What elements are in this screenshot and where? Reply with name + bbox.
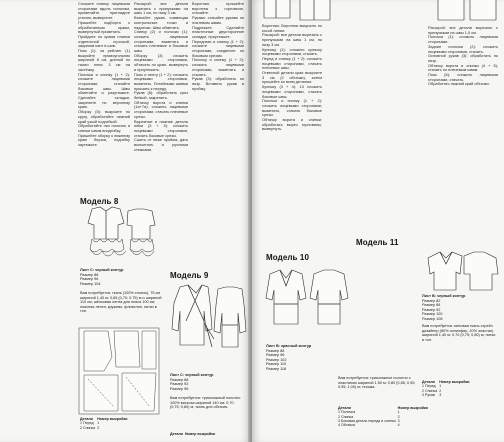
instruction-paragraph: Обтачку ворота и спинки (4 + 5): стачать по плечевым швам.: [428, 62, 498, 73]
instruction-paragraph: Обработайте низ полочек и спинки швом вподгибку.: [78, 123, 130, 133]
instruction-paragraph: Рукав (6): обработать срез бейкой, закрепить.: [134, 90, 188, 101]
left-magazine-page: [0, 0, 250, 442]
size-option: Размер 92: [422, 307, 441, 312]
fabric-sheet-label: Лист В: черный контур: [422, 294, 466, 298]
model-9-title: Модель 9: [170, 271, 209, 280]
instruction-paragraph: Сшить от ниже пройма, дать выполнять и ручными стежками.: [134, 137, 188, 152]
instruction-paragraph: Отвесной детали края выкроите 3 см (2 обтачки), затем пришейте ко всем деталям.: [262, 70, 322, 85]
fabric-sheet-label: Лист В: красный контур: [266, 344, 312, 348]
instruction-paragraph: Пришейте подборта к обработанным краям, вывернутый приметать.: [78, 19, 130, 35]
instruction-paragraph: Расскрой: все детали вырезать с припусками на швы 1 см, по низу 3 см.: [262, 32, 322, 47]
instruction-paragraph: Вырезные и нижние детали юбки (3 + 4): сложить лицевыми сторонами, стачать боковые срезы.: [134, 118, 188, 138]
model-10-sizes: [266, 344, 336, 372]
instruction-paragraph: Пояс (6): сложить лицевыми сторонами, стачать.: [428, 72, 498, 82]
model-10-title: Модель 10: [266, 253, 309, 262]
model-11-requirements: Вам потребуется: меховая ткань-стрейч дизайнер (80% полиэфир, 20% эластан) шириной 1,40 м: 0,70 (0,75; 0,80) м; нитки в тон.: [422, 324, 496, 342]
model-8-details-table: [80, 417, 129, 430]
instruction-paragraph: Оборку (3) сложить лицевыми сторонами, обтачать по краю, вывернуть и приутюжить.: [134, 52, 188, 72]
left-column-3-instructions: [192, 2, 244, 132]
details-header-parts: Детали: [338, 406, 351, 410]
model-garment-sketch-top: [260, 0, 336, 22]
model-9-requirements: Вам потребуется: трикотажный полотно 100% вискоза шириной 140 см: 0,70 (0,75; 0,80) м; ткань для обтачек.: [170, 396, 241, 410]
detail-name: 1 Перед: [422, 384, 436, 389]
detail-name: 3 Рукав: [422, 392, 435, 397]
details-header-number: Номер выкройки: [439, 380, 470, 384]
size-option: Размер 118: [266, 366, 287, 371]
size-option: Размер 96: [80, 277, 99, 282]
instruction-paragraph: Обтачку ворота и спинки: обработать вырез горловины, вывернуть.: [262, 117, 322, 132]
model-9-details-table: [170, 432, 217, 436]
detail-name: 2 Спинка: [80, 425, 96, 430]
instruction-paragraph: Полочки и спинку (1 + 2): сложить лицевыми сторонами, выметать, стачать боковые срезы.: [262, 98, 322, 118]
instruction-paragraph: Пояс (1): за рейтинг (1) выкройте прямоугольник шириной 8 см, длиной по талии плюс 3 см на застёжку.: [78, 48, 130, 72]
model-9-wrap-top-sketch: [166, 281, 248, 371]
instruction-paragraph: Рукава: стачайте рукава по локтевым швам.: [192, 15, 244, 25]
instruction-paragraph: Полочки (1): сложить лицевыми сторонами.: [428, 34, 498, 45]
instruction-paragraph: Перед и спинку (1 + 2): сложить лицевыми сторонами, стачать плечевые швы.: [262, 55, 322, 71]
model-8-title: Модель 8: [80, 197, 119, 206]
size-option: Размер 96: [266, 353, 285, 358]
instruction-paragraph: Втачайте рукав, совмещая контрольные точки и надсечки. Швы обметать.: [134, 15, 188, 30]
model-8-blouse-sketch: [78, 205, 158, 267]
instruction-paragraph: Обтачку ворота и спинки (1a+7a): сложить лицевыми сторонами, стачать плечевые срезы.: [134, 99, 188, 119]
instruction-paragraph: Кулиску (1): сложить кулиску лицевыми сторонами, стачать.: [262, 46, 322, 57]
instruction-paragraph: Переднюю и спинку (1 + 2): сложите лицевыми сторонами, соедините по боковым срезам.: [192, 38, 244, 58]
right-column-3-instructions-body: [428, 26, 498, 236]
instruction-paragraph: Оборку (5): выкроите по кругу, обработайте нижний край узкой подгибкой.: [78, 109, 130, 124]
details-header-number: Номер выкройки: [397, 406, 428, 410]
model-10-requirements: Вам потребуется: трикотажное полотно с эластаном шириной 1,50 м: 0,80 (0,85; 0,90; 0,95; 1,00) м; тесьма.: [338, 376, 416, 390]
instruction-paragraph: Подрежьте. Сделайте пластичные двусторонние складки, приутюжьте.: [192, 24, 244, 39]
model-8-requirements: Вам потребуется: ткань (100% хлопок), 75 см шириной 1,40 м; 0,65 (0,70; 0,75) м и шириной 110 см; шёлковая лента для пояса 100 см; поясная лента; кружево, флизелин, нитки в тон.: [80, 291, 162, 314]
instruction-paragraph: Пришейте оборку к нижнему краю блузки, подгибку заутюжьте.: [78, 132, 130, 148]
instruction-paragraph: Спинку (2) и полочки (1): сложить лицевыми сторонами, выметать и стачать плечевые и боковые швы.: [134, 29, 188, 54]
size-option: Размер 88: [266, 348, 285, 353]
instruction-paragraph: Полочки и спинку (1 + 2): сложите лицевыми сторонами, стачайте боковые швы. Швы обметайте и разутюжьте. Сделайте складки, закрепите по верхнему краю.: [78, 71, 130, 110]
instruction-paragraph: Кулиску (3 + 4): 13 сложить лицевыми сторонами, стачать боковые швы.: [262, 84, 322, 99]
detail-number: 3: [397, 418, 400, 423]
left-column-1-instructions: [78, 2, 130, 192]
size-option: Размер 82: [422, 298, 441, 303]
model-11-sizes: [422, 294, 498, 322]
size-option: Размер 88: [80, 272, 99, 277]
detail-number: 4: [397, 423, 400, 428]
model-garment-sketch-top-right: [434, 0, 500, 24]
model-10-details-table: [338, 406, 430, 427]
details-header-parts: Детали: [422, 380, 435, 384]
right-column-2-instructions: [350, 0, 402, 10]
fabric-sheet-label: Лист С: черный контур: [80, 268, 124, 272]
size-option: Размер 88: [422, 303, 441, 308]
details-header-number: Номер выкройки: [97, 417, 128, 421]
instruction-paragraph: Воротник: Воротник выкроить по косой линии.: [262, 24, 322, 33]
right-column-1-instructions: [262, 24, 322, 246]
detail-name: 4 Обтачка: [338, 423, 355, 428]
instruction-paragraph: Расскрой: все детали вырезать с припусками на швы 1,5 см.: [428, 26, 498, 35]
detail-name: 2 Спинка: [338, 414, 354, 419]
size-option: Размер 92: [170, 382, 189, 387]
model-11-details-table: [422, 380, 471, 397]
detail-number: 1: [439, 384, 442, 389]
instruction-paragraph: Воротник: пришейте воротник к горловине, стачайте.: [192, 2, 244, 16]
right-magazine-page: Воротник: Воротник выкроить по косой линии. Расскрой: все детали вырезать с припусками на швы 1 см, по низу 3 см. Кулиску (1): сложить кулиску лицевыми сторонами, стачать. Перед и спинку (1 + 2): сложить лицевыми сторонами, стачать плечевые швы. Отвесной детали края выкроите 3 см (2 обтачки), затем пришейте ко всем деталям. Кулиску (3 + 4): 13 сложить лицевыми сторонами, стачать боковые швы. Полочки и спинку (1 + 2): сложить лицевыми сторонами, выметать, стачать боковые срезы. Обтачку ворота и спинки: обработать вырез горловины, вывернуть. Расскрой: все детали вырезать с припусками на швы 1,5 см. Полочки (1): сложить лицевыми сторонами. Задние полочки (2): сложить лицевыми сторонами, стачать. Основной рукав (3): обработать по низу. Обтачку ворота и спинки (4 + 5): стачать по плечевым швам. Пояс (6): сложить лицевыми сторонами, стачать. Обработать нижний край обтачки. Модель 10 Лист В: красный контур Размер 88 Размер 96 Размер 102 Размер 110 Размер 118 Вам потребуется: трикотажное полотно с эластаном шириной 1,50 м: 0,80 (0,85; 0,90; 0,95; 1,00) м; тесьма. Детали Номер выкройки 1 Полочка 1 2 Спинка 2 3 Боковая деталь переда и спинки 3 4 Обтачка 4 Модель 11 Лист В: черный контур Размер 82 Размер 88 Размер 92 Размер 100 Размер 108 Вам потребуется: меховая ткань-стрейч дизайнер (80% полиэфир, 20% эластан) шириной 1,40 м: 0,70 (0,75; 0,80) м; нитки в тон. Детали Номер выкройки 1 Перед 1 2 Спинка 2 3 Рукав 3: [252, 0, 504, 442]
instruction-paragraph: Пройдите по краям планки отделочной строчкой, закрепив кант в шов.: [78, 33, 130, 49]
size-option: Размер 102: [266, 357, 287, 362]
detail-name: 1 Перед: [80, 421, 94, 426]
instruction-paragraph: Рукав (3): обработать по низу. Вставить рукав в пройму.: [192, 76, 244, 91]
size-option: Размер 96: [170, 386, 189, 391]
size-option: Размер 88: [170, 377, 189, 382]
model-10-top-sketch: [260, 264, 356, 344]
instruction-paragraph: Расскрой: все детали вырезать с припусками на швы 1 см, по низу 3 см.: [134, 2, 188, 16]
model-9-sizes: [170, 373, 240, 391]
detail-number: 2: [439, 388, 442, 393]
instruction-paragraph: Обработать нижний край обтачки.: [428, 81, 490, 87]
model-11-top-sketch: [422, 246, 502, 296]
instruction-paragraph: Сложите планку лицевыми сторонами вдоль пополам, приметайте, пригладьте утюгом, выверните.: [78, 2, 130, 21]
instruction-paragraph: Задние полочки (2): сложить лицевыми сторонами, стачать.: [428, 43, 498, 54]
detail-number: 2: [397, 414, 400, 419]
detail-number: 3: [439, 392, 442, 397]
details-header-parts: Детали: [170, 432, 183, 436]
model-8-sizes: [80, 268, 140, 286]
instruction-paragraph: Пояс и ленту (1 + 2): сложить лицевыми сторонами, выметать. Потайными швами пришить к переду.: [134, 71, 188, 91]
detail-name: 2 Спинка: [422, 388, 438, 393]
instruction-paragraph: Основной рукав (3): обработать по низу.: [428, 53, 498, 63]
detail-name: 1 Полочка: [338, 410, 356, 415]
size-option: Размер 100: [422, 312, 443, 317]
instruction-paragraph: Полочку и спинку (1 + 2): сложить лицевыми сторонами, выметать и стачать.: [192, 57, 244, 77]
detail-name: 3 Боковая деталь переда и спинки: [338, 418, 396, 423]
details-header-parts: Детали: [80, 417, 93, 421]
size-option: Размер 104: [80, 281, 101, 286]
fabric-sheet-label: Лист С: черный контур: [170, 373, 214, 377]
details-header-number: Номер выкройки: [184, 432, 216, 436]
size-option: Размер 110: [266, 362, 287, 367]
detail-number: 1: [97, 421, 100, 426]
model-8-pattern-layout: [78, 327, 160, 415]
detail-number: 2: [97, 425, 100, 430]
size-option: Размер 108: [422, 316, 443, 321]
detail-number: 1: [397, 410, 400, 415]
